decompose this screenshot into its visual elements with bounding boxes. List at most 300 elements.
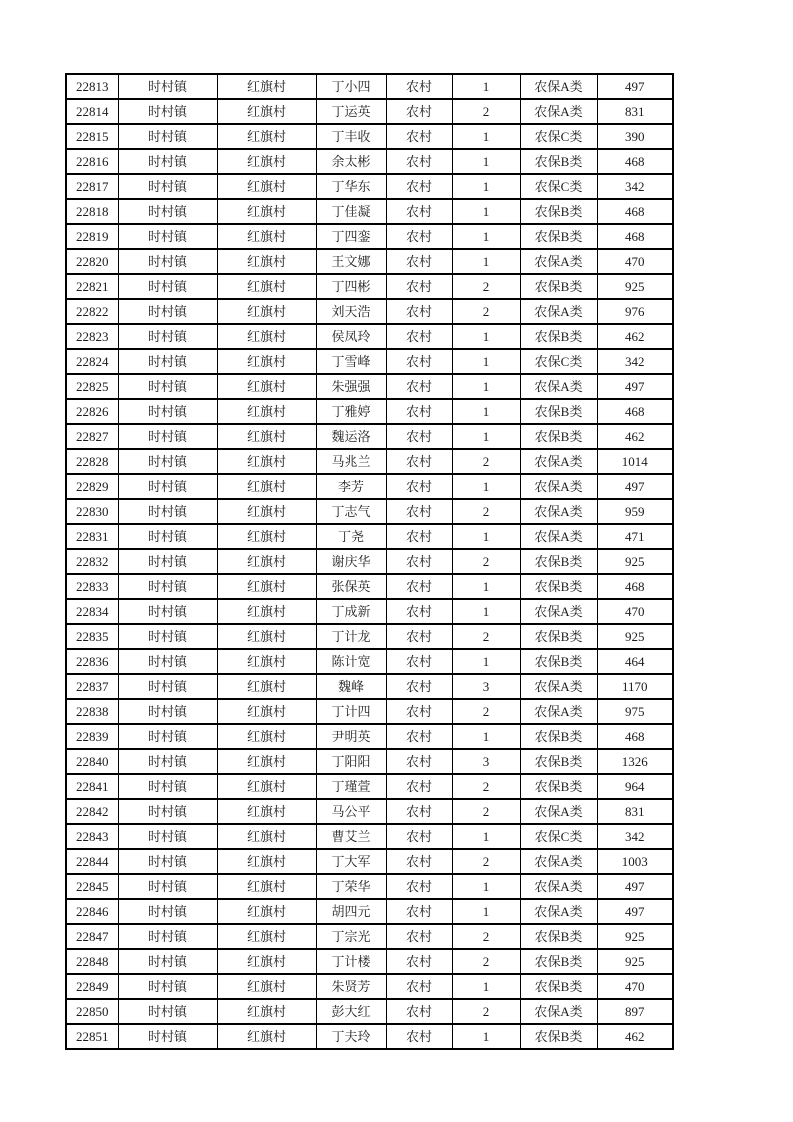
cell-residence-type: 农村	[386, 774, 452, 799]
cell-amount: 342	[597, 349, 673, 374]
cell-amount: 497	[597, 874, 673, 899]
cell-serial-number: 22815	[66, 124, 118, 149]
table-row	[66, 849, 673, 874]
cell-town: 时村镇	[118, 99, 217, 124]
cell-insurance-category: 农保B类	[520, 224, 597, 249]
cell-town: 时村镇	[118, 499, 217, 524]
cell-person-count: 2	[452, 849, 520, 874]
cell-residence-type: 农村	[386, 449, 452, 474]
cell-residence-type: 农村	[386, 124, 452, 149]
cell-residence-type: 农村	[386, 699, 452, 724]
table-row	[66, 949, 673, 974]
cell-insurance-category: 农保B类	[520, 1024, 597, 1049]
cell-person-name: 马兆兰	[316, 449, 386, 474]
cell-person-name: 陈计宽	[316, 649, 386, 674]
cell-town: 时村镇	[118, 374, 217, 399]
cell-person-count: 2	[452, 499, 520, 524]
cell-person-count: 2	[452, 299, 520, 324]
cell-residence-type: 农村	[386, 474, 452, 499]
cell-person-count: 1	[452, 824, 520, 849]
cell-residence-type: 农村	[386, 949, 452, 974]
table-row	[66, 699, 673, 724]
cell-person-name: 丁计四	[316, 699, 386, 724]
cell-person-count: 3	[452, 749, 520, 774]
cell-insurance-category: 农保B类	[520, 324, 597, 349]
cell-person-name: 胡四元	[316, 899, 386, 924]
cell-insurance-category: 农保A类	[520, 74, 597, 99]
cell-town: 时村镇	[118, 799, 217, 824]
cell-person-count: 2	[452, 624, 520, 649]
cell-amount: 831	[597, 99, 673, 124]
cell-insurance-category: 农保B类	[520, 399, 597, 424]
cell-residence-type: 农村	[386, 174, 452, 199]
cell-person-name: 丁阳阳	[316, 749, 386, 774]
table-row	[66, 274, 673, 299]
cell-town: 时村镇	[118, 724, 217, 749]
cell-insurance-category: 农保B类	[520, 774, 597, 799]
cell-person-name: 丁志气	[316, 499, 386, 524]
cell-town: 时村镇	[118, 824, 217, 849]
cell-person-name: 侯凤玲	[316, 324, 386, 349]
cell-serial-number: 22826	[66, 399, 118, 424]
cell-person-count: 1	[452, 349, 520, 374]
cell-amount: 462	[597, 324, 673, 349]
cell-insurance-category: 农保A类	[520, 874, 597, 899]
table-row	[66, 74, 673, 99]
cell-person-name: 丁计楼	[316, 949, 386, 974]
cell-person-count: 1	[452, 649, 520, 674]
cell-serial-number: 22832	[66, 549, 118, 574]
cell-insurance-category: 农保A类	[520, 849, 597, 874]
cell-town: 时村镇	[118, 174, 217, 199]
cell-person-name: 丁雪峰	[316, 349, 386, 374]
cell-village: 红旗村	[217, 574, 316, 599]
cell-insurance-category: 农保C类	[520, 124, 597, 149]
cell-amount: 470	[597, 599, 673, 624]
cell-residence-type: 农村	[386, 724, 452, 749]
cell-town: 时村镇	[118, 624, 217, 649]
cell-amount: 497	[597, 374, 673, 399]
table-row	[66, 449, 673, 474]
cell-town: 时村镇	[118, 449, 217, 474]
table-row	[66, 924, 673, 949]
cell-person-name: 刘天浩	[316, 299, 386, 324]
cell-village: 红旗村	[217, 624, 316, 649]
table-row	[66, 349, 673, 374]
cell-serial-number: 22848	[66, 949, 118, 974]
cell-person-name: 谢庆华	[316, 549, 386, 574]
cell-residence-type: 农村	[386, 899, 452, 924]
cell-residence-type: 农村	[386, 849, 452, 874]
cell-village: 红旗村	[217, 274, 316, 299]
cell-person-count: 1	[452, 724, 520, 749]
cell-town: 时村镇	[118, 274, 217, 299]
cell-residence-type: 农村	[386, 99, 452, 124]
cell-residence-type: 农村	[386, 549, 452, 574]
cell-insurance-category: 农保A类	[520, 599, 597, 624]
cell-person-count: 1	[452, 399, 520, 424]
cell-amount: 468	[597, 199, 673, 224]
cell-town: 时村镇	[118, 524, 217, 549]
cell-person-name: 丁运英	[316, 99, 386, 124]
table-row	[66, 99, 673, 124]
cell-insurance-category: 农保A类	[520, 674, 597, 699]
cell-amount: 925	[597, 624, 673, 649]
cell-village: 红旗村	[217, 849, 316, 874]
cell-residence-type: 农村	[386, 74, 452, 99]
cell-insurance-category: 农保A类	[520, 99, 597, 124]
cell-village: 红旗村	[217, 249, 316, 274]
cell-serial-number: 22845	[66, 874, 118, 899]
cell-insurance-category: 农保B类	[520, 749, 597, 774]
cell-person-name: 丁计龙	[316, 624, 386, 649]
cell-residence-type: 农村	[386, 649, 452, 674]
cell-person-count: 1	[452, 474, 520, 499]
cell-amount: 897	[597, 999, 673, 1024]
cell-amount: 925	[597, 274, 673, 299]
cell-insurance-category: 农保B类	[520, 274, 597, 299]
cell-serial-number: 22849	[66, 974, 118, 999]
cell-town: 时村镇	[118, 849, 217, 874]
cell-amount: 468	[597, 724, 673, 749]
cell-person-name: 丁雅婷	[316, 399, 386, 424]
cell-person-name: 丁佳凝	[316, 199, 386, 224]
cell-serial-number: 22830	[66, 499, 118, 524]
cell-village: 红旗村	[217, 699, 316, 724]
table-row	[66, 424, 673, 449]
cell-village: 红旗村	[217, 824, 316, 849]
cell-town: 时村镇	[118, 574, 217, 599]
cell-person-count: 2	[452, 549, 520, 574]
cell-serial-number: 22821	[66, 274, 118, 299]
cell-village: 红旗村	[217, 524, 316, 549]
cell-amount: 964	[597, 774, 673, 799]
cell-serial-number: 22836	[66, 649, 118, 674]
cell-person-count: 2	[452, 699, 520, 724]
table-row	[66, 224, 673, 249]
cell-residence-type: 农村	[386, 924, 452, 949]
table-row	[66, 899, 673, 924]
cell-person-name: 丁瑾萱	[316, 774, 386, 799]
cell-residence-type: 农村	[386, 874, 452, 899]
table-row	[66, 149, 673, 174]
table-row	[66, 324, 673, 349]
cell-person-count: 1	[452, 324, 520, 349]
cell-village: 红旗村	[217, 799, 316, 824]
cell-town: 时村镇	[118, 324, 217, 349]
cell-amount: 468	[597, 574, 673, 599]
cell-serial-number: 22828	[66, 449, 118, 474]
cell-person-name: 张保英	[316, 574, 386, 599]
cell-town: 时村镇	[118, 399, 217, 424]
cell-residence-type: 农村	[386, 399, 452, 424]
cell-serial-number: 22837	[66, 674, 118, 699]
cell-amount: 925	[597, 949, 673, 974]
cell-amount: 976	[597, 299, 673, 324]
cell-person-name: 丁成新	[316, 599, 386, 624]
cell-person-name: 彭大红	[316, 999, 386, 1024]
cell-village: 红旗村	[217, 449, 316, 474]
cell-person-name: 王文娜	[316, 249, 386, 274]
cell-village: 红旗村	[217, 924, 316, 949]
cell-residence-type: 农村	[386, 374, 452, 399]
cell-person-count: 1	[452, 899, 520, 924]
table-row	[66, 299, 673, 324]
cell-person-count: 1	[452, 74, 520, 99]
cell-town: 时村镇	[118, 349, 217, 374]
cell-insurance-category: 农保B类	[520, 724, 597, 749]
cell-town: 时村镇	[118, 649, 217, 674]
cell-residence-type: 农村	[386, 574, 452, 599]
cell-insurance-category: 农保B类	[520, 574, 597, 599]
cell-person-name: 丁宗光	[316, 924, 386, 949]
cell-person-name: 李芳	[316, 474, 386, 499]
cell-village: 红旗村	[217, 224, 316, 249]
cell-person-count: 2	[452, 449, 520, 474]
cell-serial-number: 22818	[66, 199, 118, 224]
cell-residence-type: 农村	[386, 624, 452, 649]
cell-amount: 925	[597, 549, 673, 574]
table-body	[66, 74, 673, 1049]
cell-person-count: 1	[452, 249, 520, 274]
cell-amount: 464	[597, 649, 673, 674]
cell-person-count: 1	[452, 524, 520, 549]
cell-person-count: 1	[452, 124, 520, 149]
cell-residence-type: 农村	[386, 349, 452, 374]
cell-village: 红旗村	[217, 549, 316, 574]
cell-person-name: 丁四銮	[316, 224, 386, 249]
cell-person-name: 余太彬	[316, 149, 386, 174]
cell-residence-type: 农村	[386, 999, 452, 1024]
cell-town: 时村镇	[118, 299, 217, 324]
cell-serial-number: 22831	[66, 524, 118, 549]
cell-residence-type: 农村	[386, 424, 452, 449]
cell-residence-type: 农村	[386, 199, 452, 224]
cell-person-name: 曹艾兰	[316, 824, 386, 849]
cell-insurance-category: 农保B类	[520, 949, 597, 974]
cell-person-count: 2	[452, 949, 520, 974]
table-row	[66, 874, 673, 899]
cell-insurance-category: 农保B类	[520, 149, 597, 174]
cell-person-count: 1	[452, 974, 520, 999]
table-row	[66, 199, 673, 224]
cell-person-count: 1	[452, 574, 520, 599]
cell-insurance-category: 农保C类	[520, 174, 597, 199]
cell-serial-number: 22827	[66, 424, 118, 449]
table-row	[66, 574, 673, 599]
table-row	[66, 749, 673, 774]
cell-residence-type: 农村	[386, 599, 452, 624]
cell-amount: 471	[597, 524, 673, 549]
cell-insurance-category: 农保A类	[520, 524, 597, 549]
cell-person-name: 丁大军	[316, 849, 386, 874]
cell-amount: 462	[597, 1024, 673, 1049]
cell-village: 红旗村	[217, 1024, 316, 1049]
cell-town: 时村镇	[118, 974, 217, 999]
cell-serial-number: 22841	[66, 774, 118, 799]
cell-town: 时村镇	[118, 749, 217, 774]
table-row	[66, 999, 673, 1024]
cell-serial-number: 22842	[66, 799, 118, 824]
cell-serial-number: 22813	[66, 74, 118, 99]
cell-person-count: 2	[452, 799, 520, 824]
cell-person-name: 丁华东	[316, 174, 386, 199]
cell-village: 红旗村	[217, 899, 316, 924]
cell-serial-number: 22816	[66, 149, 118, 174]
table-row	[66, 124, 673, 149]
cell-residence-type: 农村	[386, 749, 452, 774]
cell-insurance-category: 农保B类	[520, 424, 597, 449]
cell-serial-number: 22834	[66, 599, 118, 624]
cell-serial-number: 22833	[66, 574, 118, 599]
cell-village: 红旗村	[217, 124, 316, 149]
cell-insurance-category: 农保B类	[520, 624, 597, 649]
cell-residence-type: 农村	[386, 324, 452, 349]
cell-person-count: 1	[452, 874, 520, 899]
cell-serial-number: 22825	[66, 374, 118, 399]
cell-amount: 959	[597, 499, 673, 524]
table-row	[66, 674, 673, 699]
cell-insurance-category: 农保B类	[520, 649, 597, 674]
cell-person-name: 魏峰	[316, 674, 386, 699]
cell-amount: 468	[597, 224, 673, 249]
cell-insurance-category: 农保A类	[520, 249, 597, 274]
cell-amount: 975	[597, 699, 673, 724]
table-row	[66, 249, 673, 274]
cell-residence-type: 农村	[386, 674, 452, 699]
cell-village: 红旗村	[217, 299, 316, 324]
cell-person-name: 丁夫玲	[316, 1024, 386, 1049]
cell-serial-number: 22820	[66, 249, 118, 274]
cell-insurance-category: 农保A类	[520, 999, 597, 1024]
cell-village: 红旗村	[217, 774, 316, 799]
cell-amount: 1326	[597, 749, 673, 774]
cell-village: 红旗村	[217, 99, 316, 124]
cell-amount: 342	[597, 824, 673, 849]
cell-amount: 468	[597, 399, 673, 424]
cell-town: 时村镇	[118, 224, 217, 249]
cell-residence-type: 农村	[386, 299, 452, 324]
cell-village: 红旗村	[217, 874, 316, 899]
table-row	[66, 774, 673, 799]
benefits-table	[65, 73, 674, 1050]
cell-town: 时村镇	[118, 699, 217, 724]
cell-insurance-category: 农保C类	[520, 824, 597, 849]
cell-insurance-category: 农保A类	[520, 499, 597, 524]
cell-town: 时村镇	[118, 249, 217, 274]
table-row	[66, 824, 673, 849]
cell-insurance-category: 农保C类	[520, 349, 597, 374]
cell-amount: 462	[597, 424, 673, 449]
cell-person-count: 1	[452, 199, 520, 224]
cell-village: 红旗村	[217, 174, 316, 199]
cell-village: 红旗村	[217, 149, 316, 174]
cell-person-count: 1	[452, 424, 520, 449]
cell-insurance-category: 农保A类	[520, 799, 597, 824]
cell-village: 红旗村	[217, 424, 316, 449]
cell-insurance-category: 农保B类	[520, 199, 597, 224]
cell-serial-number: 22839	[66, 724, 118, 749]
cell-town: 时村镇	[118, 424, 217, 449]
cell-residence-type: 农村	[386, 824, 452, 849]
cell-serial-number: 22838	[66, 699, 118, 724]
cell-village: 红旗村	[217, 949, 316, 974]
cell-village: 红旗村	[217, 474, 316, 499]
cell-village: 红旗村	[217, 599, 316, 624]
cell-person-name: 马公平	[316, 799, 386, 824]
table-row	[66, 599, 673, 624]
cell-residence-type: 农村	[386, 524, 452, 549]
cell-residence-type: 农村	[386, 224, 452, 249]
cell-serial-number: 22851	[66, 1024, 118, 1049]
cell-person-count: 2	[452, 99, 520, 124]
cell-serial-number: 22840	[66, 749, 118, 774]
cell-amount: 1003	[597, 849, 673, 874]
cell-serial-number: 22822	[66, 299, 118, 324]
cell-serial-number: 22819	[66, 224, 118, 249]
cell-town: 时村镇	[118, 774, 217, 799]
cell-village: 红旗村	[217, 974, 316, 999]
cell-person-count: 2	[452, 774, 520, 799]
cell-person-name: 朱强强	[316, 374, 386, 399]
cell-village: 红旗村	[217, 199, 316, 224]
cell-village: 红旗村	[217, 999, 316, 1024]
cell-village: 红旗村	[217, 749, 316, 774]
cell-serial-number: 22814	[66, 99, 118, 124]
table-row	[66, 624, 673, 649]
table-row	[66, 399, 673, 424]
cell-serial-number: 22847	[66, 924, 118, 949]
cell-amount: 390	[597, 124, 673, 149]
cell-serial-number: 22843	[66, 824, 118, 849]
cell-serial-number: 22844	[66, 849, 118, 874]
cell-serial-number: 22824	[66, 349, 118, 374]
cell-amount: 497	[597, 474, 673, 499]
cell-person-count: 1	[452, 174, 520, 199]
cell-town: 时村镇	[118, 874, 217, 899]
cell-insurance-category: 农保B类	[520, 549, 597, 574]
cell-person-count: 1	[452, 374, 520, 399]
cell-serial-number: 22817	[66, 174, 118, 199]
cell-insurance-category: 农保B类	[520, 974, 597, 999]
cell-serial-number: 22835	[66, 624, 118, 649]
cell-amount: 1170	[597, 674, 673, 699]
cell-serial-number: 22850	[66, 999, 118, 1024]
cell-insurance-category: 农保A类	[520, 374, 597, 399]
cell-insurance-category: 农保A类	[520, 899, 597, 924]
cell-town: 时村镇	[118, 899, 217, 924]
cell-amount: 925	[597, 924, 673, 949]
cell-person-count: 1	[452, 149, 520, 174]
cell-amount: 831	[597, 799, 673, 824]
cell-town: 时村镇	[118, 74, 217, 99]
cell-residence-type: 农村	[386, 974, 452, 999]
cell-village: 红旗村	[217, 74, 316, 99]
cell-person-count: 2	[452, 999, 520, 1024]
table-row	[66, 799, 673, 824]
cell-town: 时村镇	[118, 949, 217, 974]
cell-amount: 1014	[597, 449, 673, 474]
cell-town: 时村镇	[118, 149, 217, 174]
cell-village: 红旗村	[217, 349, 316, 374]
cell-person-name: 丁荣华	[316, 874, 386, 899]
cell-person-count: 1	[452, 1024, 520, 1049]
cell-village: 红旗村	[217, 399, 316, 424]
cell-village: 红旗村	[217, 324, 316, 349]
table-row	[66, 499, 673, 524]
cell-person-name: 朱贤芳	[316, 974, 386, 999]
cell-insurance-category: 农保A类	[520, 474, 597, 499]
